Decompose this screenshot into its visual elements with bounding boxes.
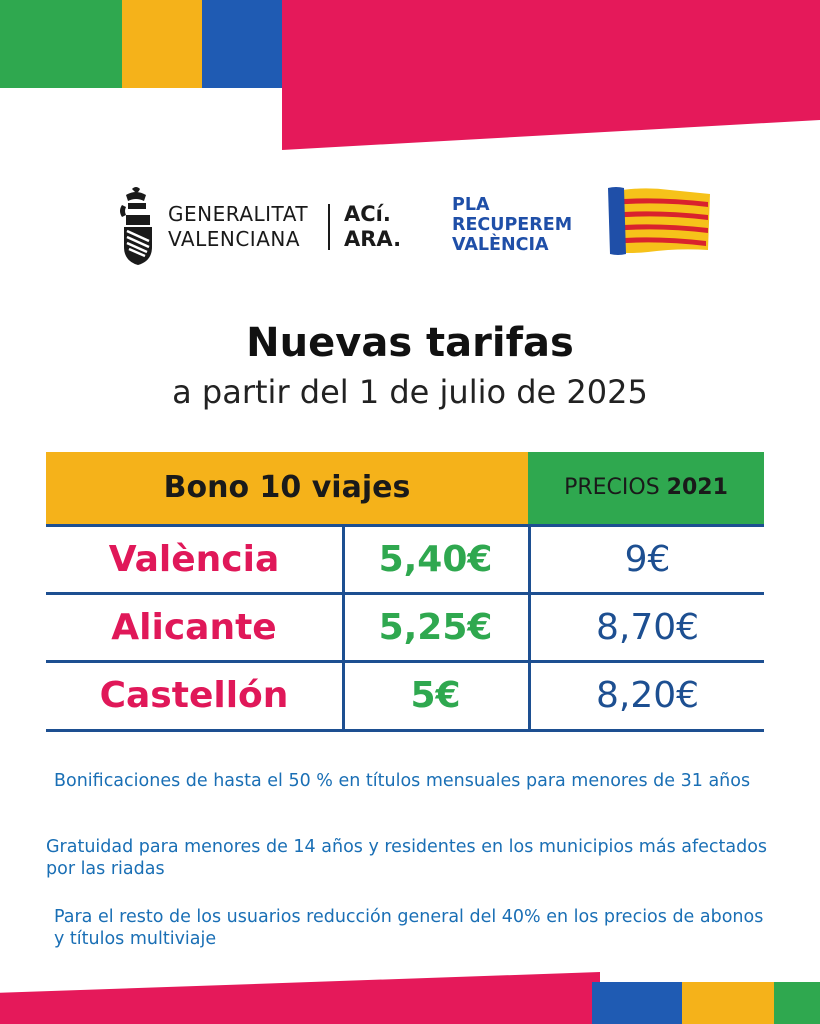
logo-divider	[328, 204, 330, 250]
pla-recuperem-wordmark	[452, 195, 572, 255]
row-old-price-valencia: 9€	[624, 539, 671, 580]
pla-line3: VALÈNCIA	[452, 235, 549, 255]
generalitat-wordmark	[168, 202, 308, 252]
aci-line: ACí.	[344, 202, 391, 226]
decor-pink-block-top	[282, 0, 820, 150]
row-city-alicante: Alicante	[111, 607, 277, 648]
generalitat-shield-icon	[118, 185, 158, 267]
row-city-castellon: Castellón	[99, 675, 289, 716]
row-new-price-castellon: 5€	[410, 675, 461, 716]
generalitat-line2: VALENCIANA	[168, 227, 301, 251]
note-bonificaciones: Bonificaciones de hasta el 50 % en títulos mensuales para menores de 31 años	[54, 771, 751, 791]
page-subtitle: a partir del 1 de julio de 2025	[172, 373, 648, 411]
decor-green-block-top	[0, 0, 122, 88]
decor-blue-block-top	[202, 0, 282, 88]
page-title: Nuevas tarifas	[246, 320, 574, 366]
decor-blue-block-bottom	[592, 982, 682, 1024]
row-old-price-castellon: 8,20€	[595, 675, 700, 716]
header-precios-year: 2021	[666, 475, 728, 500]
decor-pink-block-bottom	[0, 972, 600, 1024]
decor-yellow-block-top	[122, 0, 202, 88]
ara-line: ARA.	[344, 227, 402, 251]
pla-line2: RECUPEREM	[452, 215, 573, 235]
aci-ara-wordmark	[344, 202, 401, 252]
fares-table	[46, 452, 764, 732]
generalitat-line1: GENERALITAT	[168, 202, 309, 226]
header-precios-label	[528, 452, 764, 524]
row-city-valencia: València	[108, 539, 280, 580]
row-new-price-alicante: 5,25€	[378, 607, 493, 648]
decor-yellow-block-bottom	[682, 982, 774, 1024]
note-reduccion: Para el resto de los usuarios reducción general del 40% en los precios de abonos y títulos multiviaje	[54, 907, 764, 949]
row-new-price-valencia: 5,40€	[378, 539, 493, 580]
header-precios-prefix: PRECIOS	[564, 475, 667, 500]
row-old-price-alicante: 8,70€	[595, 607, 700, 648]
note-gratuidad: Gratuidad para menores de 14 años y residentes en los municipios más afectados por las riadas	[46, 837, 768, 879]
pla-line1: PLA	[452, 195, 490, 215]
senyera-flag-icon	[606, 186, 714, 256]
decor-green-block-bottom	[774, 982, 820, 1024]
header-bono-label: Bono 10 viajes	[163, 470, 411, 505]
